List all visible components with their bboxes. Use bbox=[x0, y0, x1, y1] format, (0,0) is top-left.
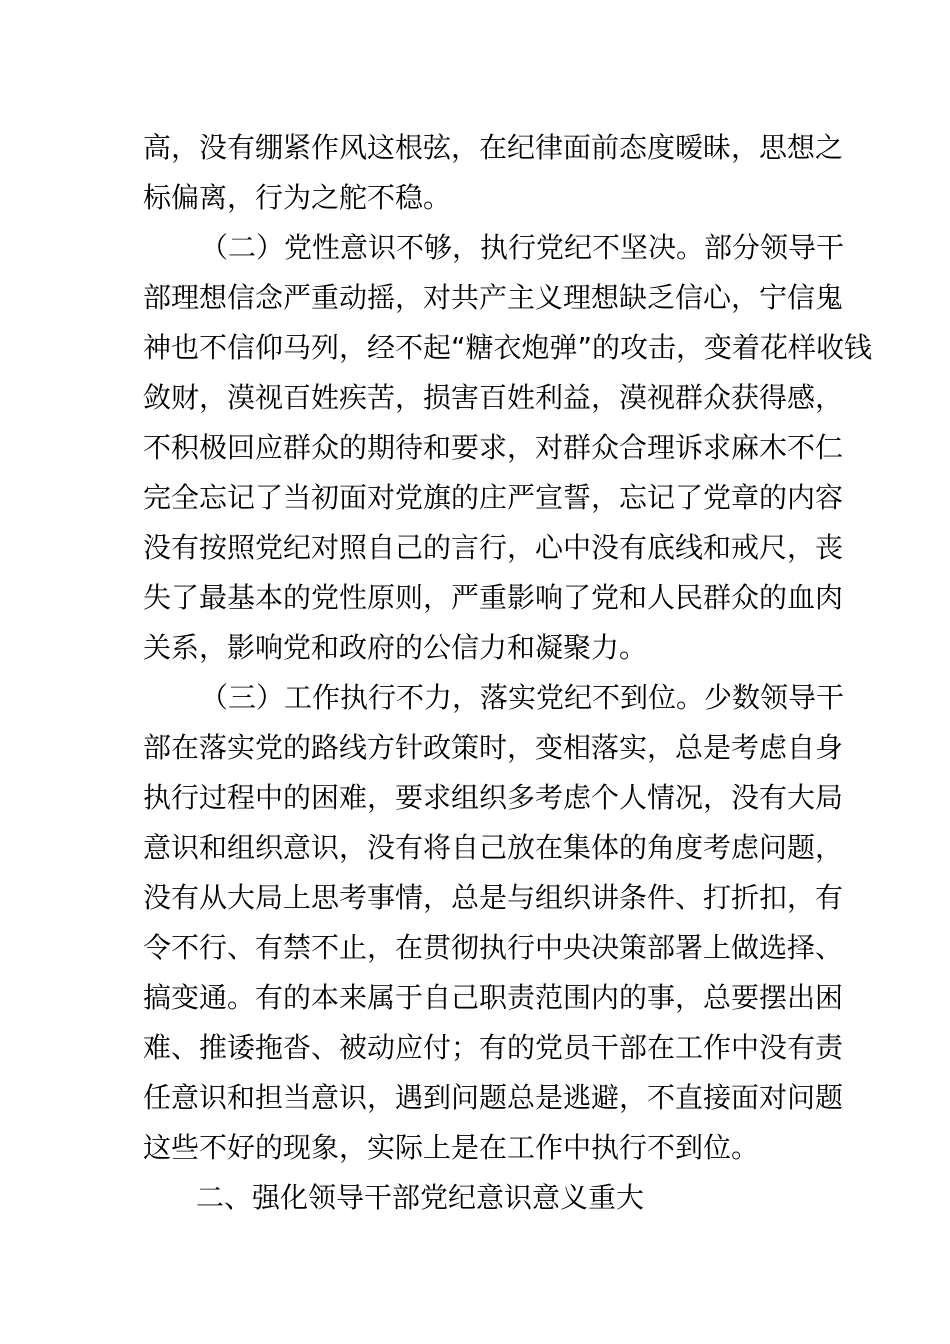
paragraph-line: 关系，影响党和政府的公信力和凝聚力。 bbox=[143, 631, 648, 664]
paragraph-line: 不积极回应群众的期待和要求，对群众合理诉求麻木不仁 bbox=[143, 431, 844, 464]
chapter-heading: 二、强化领导干部党纪意识意义重大 bbox=[196, 1181, 645, 1214]
paragraph-line: 神也不信仰马列，经不起“糖衣炮弹”的攻击，变着花样收钱 bbox=[143, 331, 873, 364]
paragraph-line: 高，没有绷紧作风这根弦，在纪律面前态度暧昧，思想之 bbox=[143, 131, 844, 164]
paragraph-line: 部理想信念严重动摇，对共产主义理想缺乏信心，宁信鬼 bbox=[143, 281, 844, 314]
paragraph-line: 失了最基本的党性原则，严重影响了党和人民群众的血肉 bbox=[143, 581, 844, 614]
paragraph-line: 标偏离，行为之舵不稳。 bbox=[143, 181, 452, 214]
paragraph-line: 部在落实党的路线方针政策时，变相落实，总是考虑自身 bbox=[143, 731, 844, 764]
paragraph-line: 没有按照党纪对照自己的言行，心中没有底线和戒尺，丧 bbox=[143, 531, 844, 564]
section-heading-line: （二）党性意识不够，执行党纪不坚决。部分领导干 bbox=[200, 231, 845, 264]
paragraph-line: 难、推诿拖沓、被动应付；有的党员干部在工作中没有责 bbox=[143, 1031, 844, 1064]
section-heading-line: （三）工作执行不力，落实党纪不到位。少数领导干 bbox=[200, 681, 845, 714]
paragraph-line: 完全忘记了当初面对党旗的庄严宣誓，忘记了党章的内容 bbox=[143, 481, 844, 514]
paragraph-line: 执行过程中的困难，要求组织多考虑个人情况，没有大局 bbox=[143, 781, 844, 814]
paragraph-line: 这些不好的现象，实际上是在工作中执行不到位。 bbox=[143, 1131, 760, 1164]
paragraph-line: 任意识和担当意识，遇到问题总是逃避，不直接面对问题 bbox=[143, 1081, 844, 1114]
paragraph-line: 搞变通。有的本来属于自己职责范围内的事，总要摆出困 bbox=[143, 981, 844, 1014]
paragraph-line: 令不行、有禁不止，在贯彻执行中央决策部署上做选择、 bbox=[143, 931, 844, 964]
paragraph-line: 敛财，漠视百姓疾苦，损害百姓利益，漠视群众获得感， bbox=[143, 381, 844, 414]
paragraph-line: 意识和组织意识，没有将自己放在集体的角度考虑问题， bbox=[143, 831, 844, 864]
paragraph-line: 没有从大局上思考事情，总是与组织讲条件、打折扣，有 bbox=[143, 881, 844, 914]
